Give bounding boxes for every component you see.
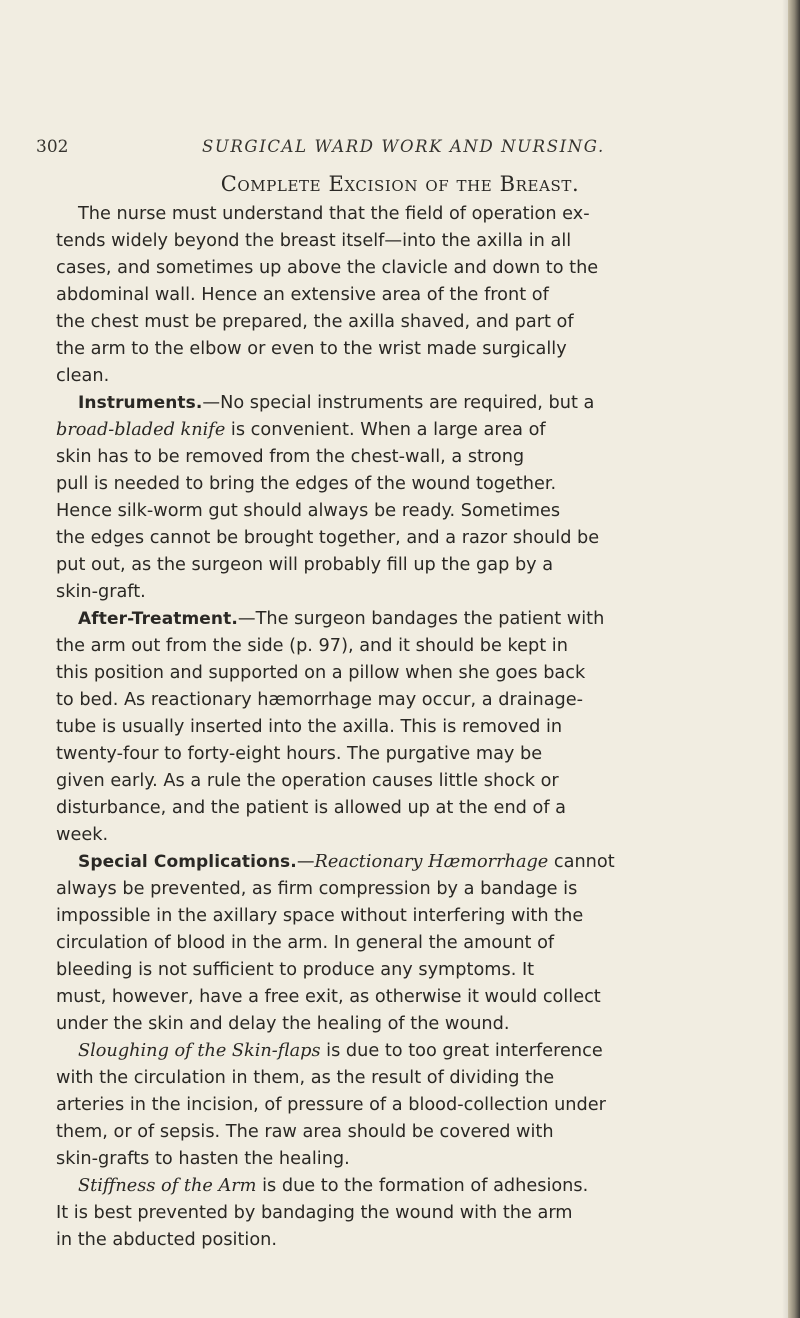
running-title: SURGICAL WARD WORK AND NURSING.	[202, 137, 605, 156]
text-run: is due to too great interference	[320, 1041, 603, 1061]
instruments-heading: Instruments.	[78, 393, 203, 413]
body-text	[56, 201, 716, 1254]
text-line: the arm out from the side (p. 97), and it should be kept in	[56, 636, 568, 656]
text-line: them, or of sepsis. The raw area should be covered with	[56, 1122, 554, 1142]
text-line: bleeding is not sufficient to produce any symptoms. It	[56, 960, 535, 980]
text-run: —	[296, 852, 315, 872]
italic-term: Sloughing of the Skin-flaps	[78, 1041, 321, 1061]
italic-term: broad-bladed knife	[56, 420, 226, 440]
italic-term: Stiffness of the Arm	[78, 1176, 257, 1196]
text-line: The nurse must understand that the field of operation ex-	[78, 204, 590, 224]
page-number: 302	[36, 137, 69, 157]
text-line: skin-graft.	[56, 582, 146, 602]
text-line: put out, as the surgeon will probably fill up the gap by a	[56, 555, 554, 575]
text-line: with the circulation in them, as the result of dividing the	[56, 1068, 555, 1088]
text-run: —No special instruments are required, but a	[202, 393, 595, 413]
running-head	[36, 137, 736, 163]
special-complications-heading: Special Complications.	[78, 852, 297, 872]
section-heading: Complete Excision of the Breast.	[220, 172, 580, 196]
page-edge-shadow	[788, 0, 800, 1318]
text-line: circulation of blood in the arm. In general the amount of	[56, 933, 555, 953]
after-treatment-paragraph-start	[56, 606, 716, 633]
text-line: this position and supported on a pillow when she goes back	[56, 663, 586, 683]
text-line: pull is needed to bring the edges of the wound together.	[56, 474, 557, 494]
text-line: week.	[56, 825, 109, 845]
text-line: always be prevented, as firm compression by a bandage is	[56, 879, 578, 899]
text-run: is convenient. When a large area of	[225, 420, 546, 440]
text-line: under the skin and delay the healing of the wound.	[56, 1014, 510, 1034]
stiffness-paragraph-start	[56, 1173, 716, 1200]
text-line: given early. As a rule the operation causes little shock or	[56, 771, 559, 791]
italic-term: Reactionary Hæmorrhage	[314, 852, 549, 872]
after-treatment-heading: After-Treatment.	[78, 609, 238, 629]
text-line	[56, 417, 716, 444]
text-run: cannot	[548, 852, 615, 872]
text-line: cases, and sometimes up above the clavicle and down to the	[56, 258, 599, 278]
instruments-paragraph-start	[56, 390, 716, 417]
text-line: arteries in the incision, of pressure of a blood-collection under	[56, 1095, 606, 1115]
sloughing-paragraph-start	[56, 1038, 716, 1065]
text-line: abdominal wall. Hence an extensive area of the front of	[56, 285, 549, 305]
text-line: in the abducted position.	[56, 1230, 277, 1250]
text-line: twenty-four to forty-eight hours. The purgative may be	[56, 744, 543, 764]
text-line: disturbance, and the patient is allowed up at the end of a	[56, 798, 567, 818]
text-run: —The surgeon bandages the patient with	[237, 609, 605, 629]
text-line: clean.	[56, 366, 110, 386]
text-line: impossible in the axillary space without interfering with the	[56, 906, 584, 926]
text-line: the edges cannot be brought together, and a razor should be	[56, 528, 600, 548]
text-line: skin has to be removed from the chest-wall, a strong	[56, 447, 525, 467]
text-line: tube is usually inserted into the axilla. This is removed in	[56, 717, 563, 737]
special-complications-paragraph-start	[56, 849, 716, 876]
text-line: Hence silk-worm gut should always be ready. Sometimes	[56, 501, 561, 521]
text-run: is due to the formation of adhesions.	[256, 1176, 589, 1196]
text-line: must, however, have a free exit, as otherwise it would collect	[56, 987, 601, 1007]
text-line: tends widely beyond the breast itself—into the axilla in all	[56, 231, 572, 251]
text-line: skin-grafts to hasten the healing.	[56, 1149, 350, 1169]
text-line: It is best prevented by bandaging the wound with the arm	[56, 1203, 573, 1223]
text-line: the arm to the elbow or even to the wrist made surgically	[56, 339, 567, 359]
text-line: the chest must be prepared, the axilla shaved, and part of	[56, 312, 574, 332]
text-line: to bed. As reactionary hæmorrhage may occur, a drainage-	[56, 690, 584, 710]
